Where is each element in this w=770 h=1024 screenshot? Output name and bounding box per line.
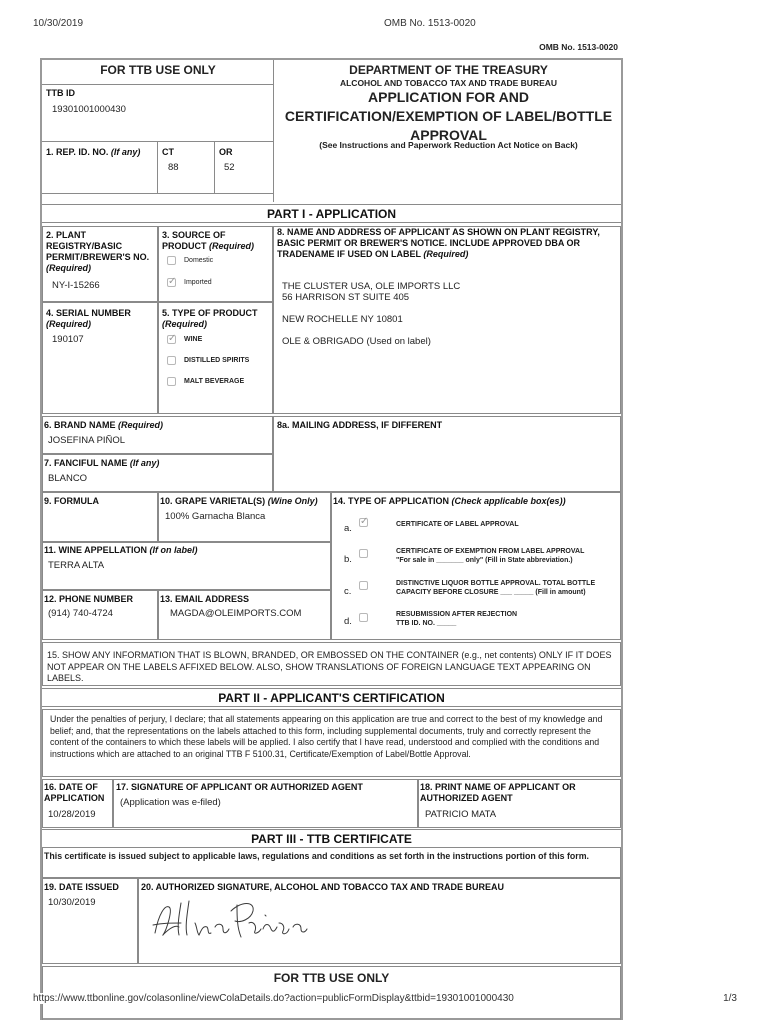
option-d-checkbox[interactable] — [359, 613, 368, 622]
applicant-line-2: 56 HARRISON ST SUITE 405 — [282, 292, 410, 303]
option-c-checkbox[interactable] — [359, 581, 368, 590]
handwritten-signature — [145, 893, 320, 948]
department-title: DEPARTMENT OF THE TREASURY — [349, 63, 548, 77]
part3-title: PART III - TTB CERTIFICATE — [251, 832, 412, 846]
rep-id-label: 1. REP. ID. NO. (If any) — [46, 147, 141, 157]
source-imported-label: Imported — [184, 279, 212, 286]
item15-text: 15. SHOW ANY INFORMATION THAT IS BLOWN, BRANDED, OR EMBOSSED ON THE CONTAINER (e.g., net contents) ONLY IF IT DOES NOT APPEAR ON THE LABELS AFFIXED BELOW. ALSO, SHOW TRANSLATIONS OF FOREIGN LANGUAGE TEXT APPEARING ON LABELS. — [47, 650, 612, 683]
instructions-note: (See Instructions and Paperwork Reduction Act Notice on Back) — [319, 140, 578, 150]
email-value: MAGDA@OLEIMPORTS.COM — [170, 608, 302, 619]
print-name-value: PATRICIO MATA — [425, 809, 497, 820]
part1-title: PART I - APPLICATION — [266, 207, 397, 221]
omb-number: OMB No. 1513-0020 — [539, 42, 618, 52]
phone-value: (914) 740-4724 — [48, 608, 113, 619]
signature-value: (Application was e-filed) — [120, 797, 221, 808]
date-issued-label: 19. DATE ISSUED — [44, 882, 119, 892]
brand-label: 6. BRAND NAME (Required) — [44, 420, 164, 430]
page-url[interactable]: https://www.ttbonline.gov/colasonline/viewColaDetails.do?action=publicFormDisplay&ttbid=19301001000430 — [33, 993, 514, 1004]
option-c-label-1: DISTINCTIVE LIQUOR BOTTLE APPROVAL. TOTAL BOTTLE — [396, 580, 596, 587]
source-label: 3. SOURCE OF PRODUCT (Required) — [162, 230, 255, 251]
or-value: 52 — [224, 162, 235, 173]
option-b-checkbox[interactable] — [359, 549, 368, 558]
bureau-title: ALCOHOL AND TOBACCO TAX AND TRADE BUREAU — [339, 78, 558, 88]
ttb-certificate-text: This certificate is issued subject to applicable laws, regulations and conditions as set forth in the instructions portion of this form. — [44, 851, 589, 861]
option-c-letter: c. — [344, 586, 352, 597]
part2-title: PART II - APPLICANT'S CERTIFICATION — [218, 691, 445, 705]
application-type-label: 14. TYPE OF APPLICATION (Check applicable box(es)) — [333, 496, 566, 506]
phone-label: 12. PHONE NUMBER — [44, 594, 134, 604]
form-title: APPLICATION FOR AND CERTIFICATION/EXEMPTION OF LABEL/BOTTLE APPROVAL — [284, 89, 613, 143]
applicant-line-3: NEW ROCHELLE NY 10801 — [282, 314, 403, 325]
applicant-line-1: THE CLUSTER USA, OLE IMPORTS LLC — [282, 281, 461, 292]
applicant-name-label: 8. NAME AND ADDRESS OF APPLICANT AS SHOWN ON PLANT REGISTRY, BASIC PERMIT OR BREWER'S NOTICE. INCLUDE APPROVED DBA OR TRADENAME IF USED ON LABEL (Required) — [277, 227, 600, 259]
fanciful-label: 7. FANCIFUL NAME (If any) — [44, 458, 160, 468]
ct-value: 88 — [168, 162, 179, 173]
type-spirits-checkbox[interactable] — [167, 356, 176, 365]
appellation-label: 11. WINE APPELLATION (If on label) — [44, 545, 198, 555]
print-omb-number: OMB No. 1513-0020 — [384, 18, 476, 29]
appellation-value: TERRA ALTA — [48, 560, 105, 571]
option-d-letter: d. — [344, 616, 352, 627]
brand-value: JOSEFINA PIÑOL — [48, 435, 126, 446]
ttb-use-only-title: FOR TTB USE ONLY — [100, 63, 216, 77]
grape-value: 100% Garnacha Blanca — [165, 511, 266, 522]
mailing-label: 8a. MAILING ADDRESS, IF DIFFERENT — [277, 420, 443, 430]
option-a-checkbox[interactable] — [359, 518, 368, 527]
formula-label: 9. FORMULA — [44, 496, 99, 506]
option-d-label-2: TTB ID. NO. _____ — [396, 620, 457, 627]
option-a-letter: a. — [344, 523, 352, 534]
grape-label: 10. GRAPE VARIETAL(S) (Wine Only) — [160, 496, 318, 506]
source-imported-checkbox[interactable] — [167, 278, 176, 287]
option-b-letter: b. — [344, 554, 352, 565]
type-malt-checkbox[interactable] — [167, 377, 176, 386]
fanciful-value: BLANCO — [48, 473, 88, 484]
product-type-label: 5. TYPE OF PRODUCT (Required) — [162, 308, 258, 329]
email-label: 13. EMAIL ADDRESS — [160, 594, 250, 604]
type-spirits-label: DISTILLED SPIRITS — [184, 357, 250, 364]
signature-label: 17. SIGNATURE OF APPLICANT OR AUTHORIZED AGENT — [116, 782, 363, 792]
print-name-label: 18. PRINT NAME OF APPLICANT OR AUTHORIZED AGENT — [420, 782, 576, 803]
print-date: 10/30/2019 — [33, 18, 84, 29]
source-domestic-label: Domestic — [184, 257, 214, 264]
option-b-label-2: "For sale in _______ only" (Fill in State abbreviation.) — [396, 557, 573, 564]
bottom-ttb-use-title: FOR TTB USE ONLY — [273, 971, 390, 985]
ct-label: CT — [162, 147, 174, 157]
type-wine-label: WINE — [184, 336, 203, 343]
option-a-label: CERTIFICATE OF LABEL APPROVAL — [396, 521, 519, 528]
ttb-id-value: 19301001000430 — [52, 104, 126, 115]
authorized-signature-label: 20. AUTHORIZED SIGNATURE, ALCOHOL AND TOBACCO TAX AND TRADE BUREAU — [141, 882, 505, 892]
certification-text: Under the penalties of perjury, I declare; that all statements appearing on this application are true and correct to the best of my knowledge and belief; and, that the representations on the labels attached to this form, including supplemental documents, truly and correctly represent the content of the containers to which these labels will be applied. I also certify that I have read, understood and complied with the conditions and instructions which are attached to an original TTB F 5100.31, Certificate/Exemption of Label/Bottle Approval. — [50, 714, 603, 759]
option-b-label-1: CERTIFICATE OF EXEMPTION FROM LABEL APPROVAL — [396, 548, 585, 555]
application-date-label: 16. DATE OF APPLICATION — [44, 782, 105, 803]
serial-label: 4. SERIAL NUMBER (Required) — [46, 308, 131, 329]
date-issued-value: 10/30/2019 — [48, 897, 96, 908]
application-date-value: 10/28/2019 — [48, 809, 96, 820]
or-label: OR — [219, 147, 233, 157]
plant-value: NY-I-15266 — [52, 280, 100, 291]
type-wine-checkbox[interactable] — [167, 335, 176, 344]
source-domestic-checkbox[interactable] — [167, 256, 176, 265]
type-malt-label: MALT BEVERAGE — [184, 378, 245, 385]
ttb-id-label: TTB ID — [46, 88, 75, 98]
option-d-label-1: RESUBMISSION AFTER REJECTION — [396, 611, 518, 618]
applicant-line-4: OLE & OBRIGADO (Used on label) — [282, 336, 431, 347]
option-c-label-2: CAPACITY BEFORE CLOSURE ___ _____ (Fill in amount) — [396, 589, 586, 596]
page-number: 1/3 — [723, 993, 737, 1004]
serial-value: 190107 — [52, 334, 84, 345]
plant-label: 2. PLANT REGISTRY/BASIC PERMIT/BREWER'S NO. (Required) — [46, 230, 150, 273]
